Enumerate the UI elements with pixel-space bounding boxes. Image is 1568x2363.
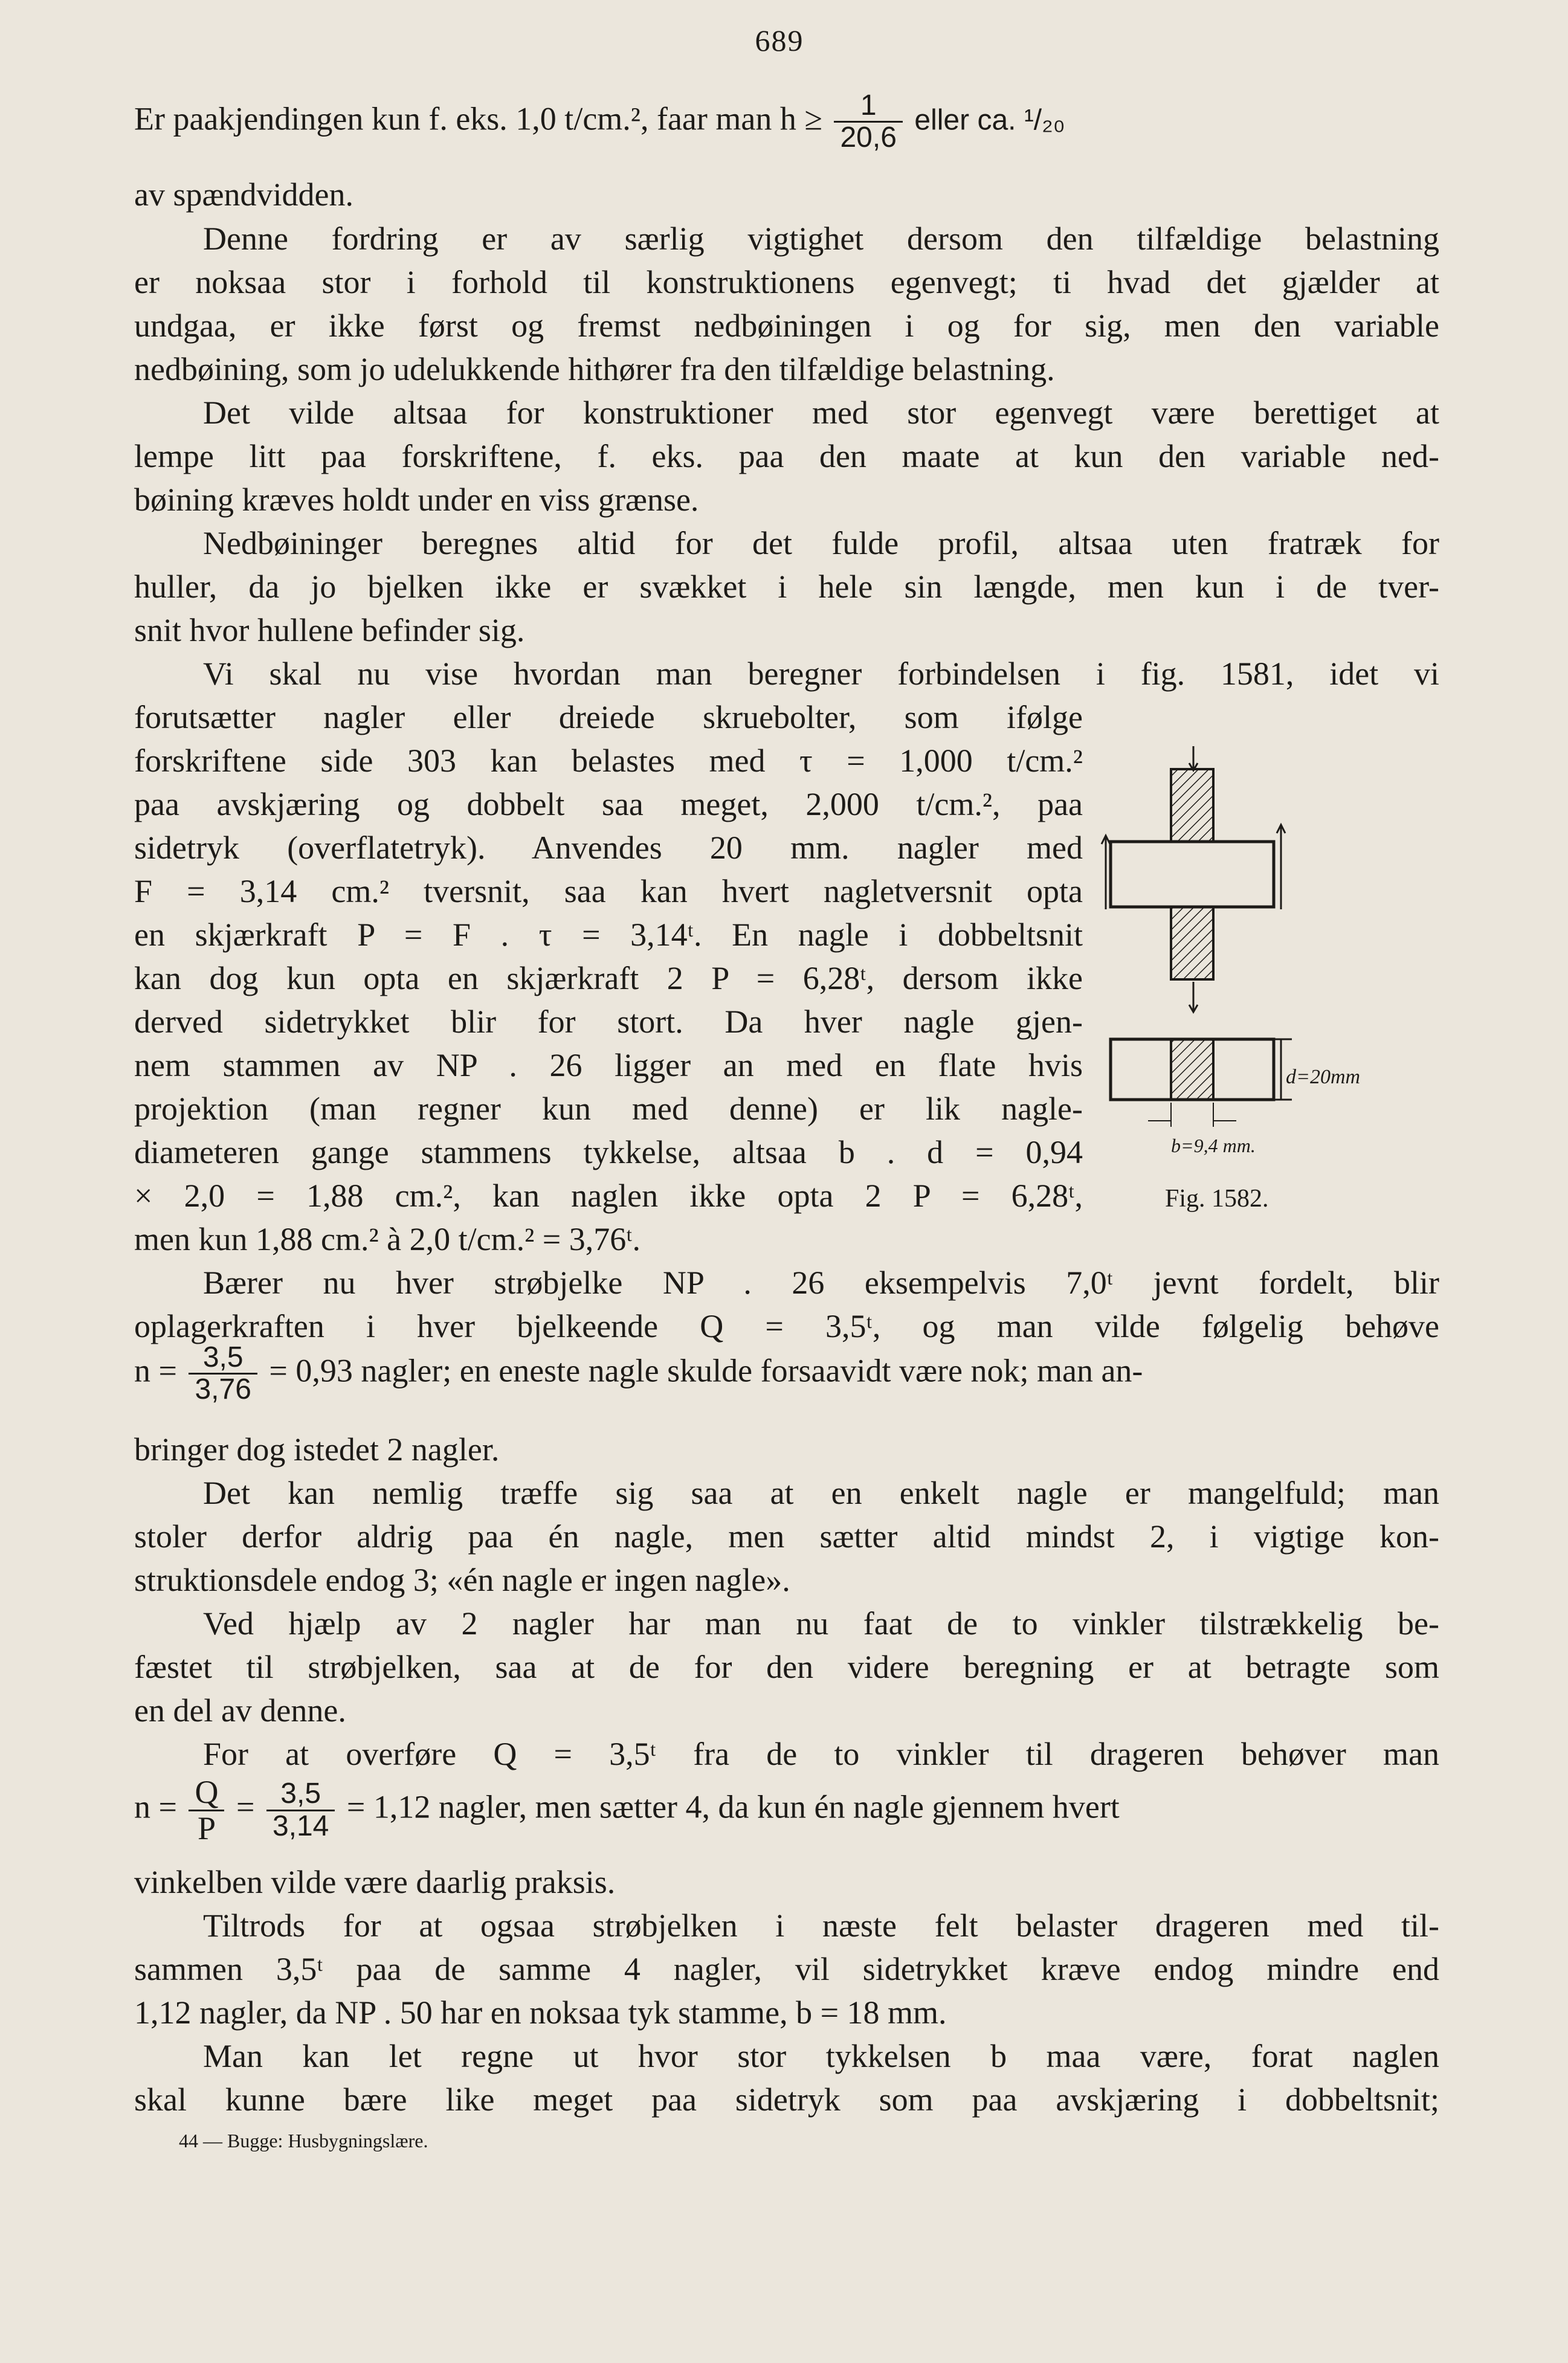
text-line: F = 3,14 cm.² tversnit, saa kan hvert nagletversnit opta [134, 873, 1083, 909]
text-line: lempe litt paa forskriftene, f. eks. paa den maate at kun den variable ned- [134, 438, 1439, 474]
text-line: oplagerkraften i hver bjelkeende Q = 3,5ᵗ, og man vilde følgelig behøve [134, 1308, 1439, 1344]
text-line: sidetryk (overflatetryk). Anvendes 20 mm. nagler med [134, 830, 1083, 866]
text-line: en del av denne. [134, 1692, 346, 1729]
first-line [134, 91, 1065, 153]
text-line: Det kan nemlig træffe sig saa at en enkelt nagle er mangelfuld; man [203, 1475, 1439, 1511]
first-line-tail: eller ca. ¹/₂₀ [914, 104, 1065, 137]
text-line: snit hvor hullene befinder sig. [134, 612, 525, 648]
text-line: skal kunne bære like meget paa sidetryk som paa avskjæring i dobbeltsnit; [134, 2081, 1439, 2118]
text-line: vinkelben vilde være daarlig praksis. [134, 1864, 616, 1900]
text-line: × 2,0 = 1,88 cm.², kan naglen ikke opta 2 P = 6,28ᵗ, [134, 1178, 1083, 1214]
fraction-denominator: 3,14 [266, 1810, 335, 1842]
page-footer: 44 — Bugge: Husbygningslære. [179, 2130, 428, 2152]
eq1-lhs: n = [134, 1352, 177, 1389]
figure-1582-drawing [1100, 734, 1474, 1205]
text-line: projektion (man regner kun med denne) er lik nagle- [134, 1091, 1083, 1127]
eq2-lhs: n = [134, 1788, 177, 1825]
eq2-equals: = [236, 1788, 255, 1825]
text-line: Det vilde altsaa for konstruktioner med stor egenvegt være berettiget at [203, 395, 1439, 431]
text-line: 1,12 nagler, da NP . 50 har en noksaa tyk stamme, b = 18 mm. [134, 1994, 947, 2031]
equation-2 [134, 1775, 1120, 1845]
eq2-fraction-2 [266, 1779, 335, 1842]
text-line: Nedbøininger beregnes altid for det fulde profil, altsaa uten fratræk for [203, 525, 1439, 561]
text-line: Tiltrods for at ogsaa strøbjelken i næste felt belaster drageren med til- [203, 1907, 1439, 1944]
text-line: nedbøining, som jo udelukkende hithører fra den tilfældige belastning. [134, 351, 1055, 387]
eq2-rest: = 1,12 nagler, men sætter 4, da kun én nagle gjennem hvert [346, 1788, 1120, 1825]
figure-caption: Fig. 1582. [1165, 1185, 1269, 1213]
text-line: For at overføre Q = 3,5ᵗ fra de to vinkler til drageren behøver man [203, 1736, 1439, 1772]
text-line: sammen 3,5ᵗ paa de samme 4 nagler, vil sidetrykket kræve endog mindre end [134, 1951, 1439, 1987]
label-d: d=20mm [1286, 1066, 1361, 1088]
text-line: Vi skal nu vise hvordan man beregner forbindelsen i fig. 1581, idet vi [203, 656, 1439, 692]
text-line: er noksaa stor i forhold til konstruktionens egenvegt; ti hvad det gjælder at [134, 264, 1439, 300]
text-line: diameteren gange stammens tykkelse, altsaa b . d = 0,94 [134, 1134, 1083, 1170]
fraction-numerator: 3,5 [280, 1778, 321, 1810]
page-number: 689 [755, 24, 804, 57]
top-view [1102, 746, 1285, 1012]
fraction-numerator: 3,5 [202, 1341, 244, 1373]
text-line: struktionsdele endog 3; «én nagle er ingen nagle». [134, 1562, 790, 1598]
text-line: Denne fordring er av særlig vigtighet dersom den tilfældige belastning [203, 221, 1439, 257]
text-line: paa avskjæring og dobbelt saa meget, 2,000 t/cm.², paa [134, 786, 1083, 822]
text-line: Bærer nu hver strøbjelke NP . 26 eksempelvis 7,0ᵗ jevnt fordelt, blir [203, 1265, 1439, 1301]
text-line: Man kan let regne ut hvor stor tykkelsen b maa være, forat naglen [203, 2038, 1439, 2074]
text-line: forskriftene side 303 kan belastes med τ = 1,000 t/cm.² [134, 743, 1083, 779]
text-line: av spændvidden. [134, 176, 353, 213]
fraction-numerator: 1 [860, 89, 877, 121]
text-line: undgaa, er ikke først og fremst nedbøiningen i og for sig, men den variable [134, 308, 1439, 344]
text-line: men kun 1,88 cm.² à 2,0 t/cm.² = 3,76ᵗ. [134, 1221, 641, 1257]
eq2-fraction-1 [189, 1775, 224, 1845]
first-line-fraction [834, 91, 902, 153]
text-line: fæstet til strøbjelken, saa at de for den videre beregning er at betragte som [134, 1649, 1439, 1685]
fraction-numerator: Q [195, 1774, 219, 1810]
fraction-denominator: P [189, 1810, 224, 1846]
eq1-fraction [189, 1343, 257, 1405]
text-line: en skjærkraft P = F . τ = 3,14ᵗ. En nagle i dobbeltsnit [134, 917, 1083, 953]
fraction-denominator: 3,76 [189, 1373, 257, 1405]
fraction-denominator: 20,6 [834, 121, 902, 153]
section-view [1111, 1039, 1292, 1127]
first-line-text: Er paakjendingen kun f. eks. 1,0 t/cm.², faar man h ≥ [134, 100, 822, 137]
text-line: forutsætter nagler eller dreiede skruebolter, som ifølge [134, 699, 1083, 735]
text-line: huller, da jo bjelken ikke er svækket i hele sin længde, men kun i de tver- [134, 569, 1439, 605]
label-b: b=9,4 mm. [1171, 1135, 1256, 1156]
text-line: Ved hjælp av 2 nagler har man nu faat de to vinkler tilstrækkelig be- [203, 1605, 1439, 1642]
text-line: bøining kræves holdt under en viss grænse. [134, 482, 699, 518]
text-line: bringer dog istedet 2 nagler. [134, 1431, 500, 1468]
text-line: kan dog kun opta en skjærkraft 2 P = 6,28ᵗ, dersom ikke [134, 960, 1083, 996]
eq1-rest: = 0,93 nagler; en eneste nagle skulde forsaavidt være nok; man an- [269, 1352, 1143, 1389]
text-line: nem stammen av NP . 26 ligger an med en flate hvis [134, 1047, 1083, 1083]
text-line: derved sidetrykket blir for stort. Da hver nagle gjen- [134, 1004, 1083, 1040]
text-line: stoler derfor aldrig paa én nagle, men sætter altid mindst 2, i vigtige kon- [134, 1518, 1439, 1555]
equation-1 [134, 1343, 1143, 1405]
